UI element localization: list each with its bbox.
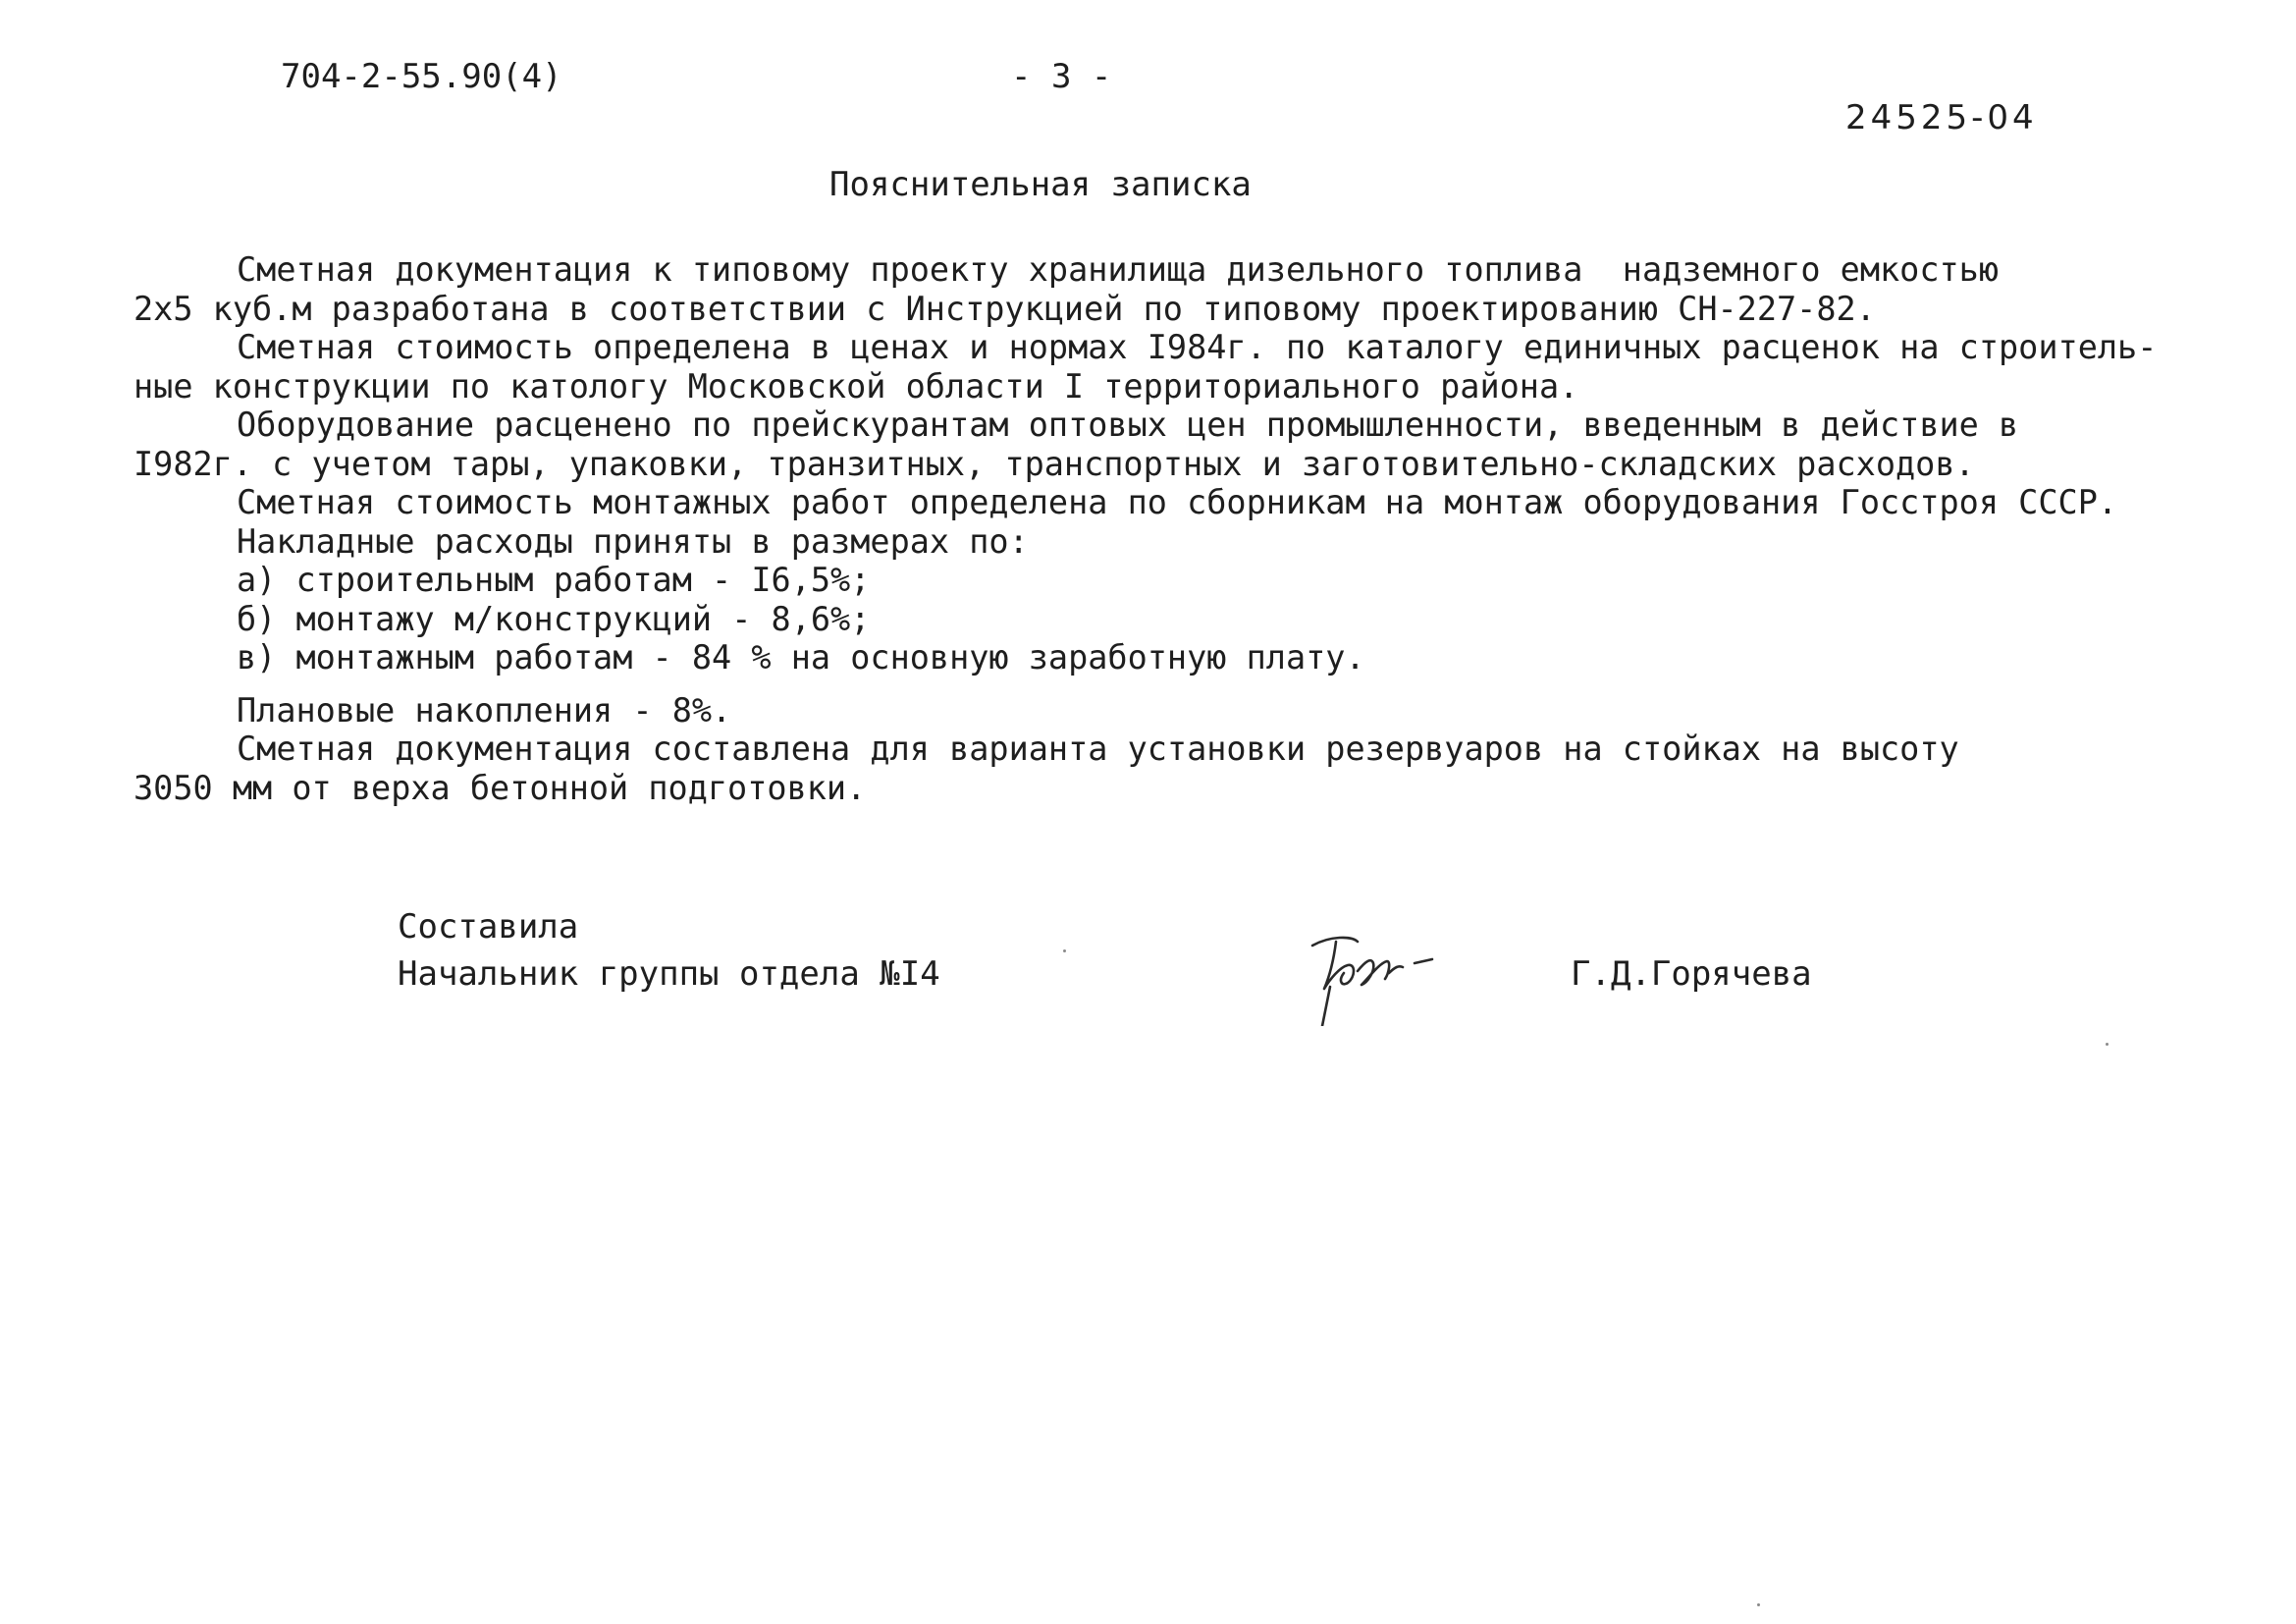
text-line: I982г. с учетом тары, упаковки, транзитных, транспортных и заготовительно-складских расходов.: [133, 444, 1975, 483]
text-line: Плановые накопления - 8%.: [237, 690, 732, 730]
text-line: Накладные расходы приняты в размерах по:: [237, 521, 1029, 561]
list-item: б) монтажу м/конструкций - 8,6%;: [237, 599, 871, 638]
text-line: ные конструкции по катологу Московской области I территориального района.: [133, 366, 1579, 406]
page-number: - 3 -: [1011, 57, 1112, 96]
text-line: 3050 мм от верха бетонной подготовки.: [133, 768, 867, 807]
scan-speck: [1063, 949, 1066, 952]
page-title: Пояснительная записка: [829, 165, 1252, 204]
signature-block: [398, 903, 940, 998]
document-code: 704-2-55.90(4): [281, 57, 562, 96]
text-line: Сметная документация к типовому проекту хранилища дизельного топлива надземного емкостью: [237, 250, 2000, 289]
signer-name: Г.Д.Горячева: [1571, 954, 1812, 994]
explanatory-note-body: [133, 250, 2215, 807]
text-line: 2х5 куб.м разработана в соответствии с Инструкцией по типовому проектированию СН-227-82.: [133, 289, 1876, 328]
list-item: в) монтажным работам - 84 % на основную заработную плату.: [237, 638, 1365, 677]
scan-speck: [2106, 1043, 2109, 1046]
paragraph-gap: [133, 677, 2215, 691]
list-item: а) строительным работам - I6,5%;: [237, 561, 871, 599]
inventory-number: 24525-04: [1845, 98, 2038, 137]
signer-position: Начальник группы отдела №I4: [398, 954, 940, 994]
text-line: Сметная документация составлена для варианта установки резервуаров на стойках на высоту: [237, 730, 1959, 768]
compiled-by-label: Составила: [398, 907, 579, 947]
handwritten-signature: [1301, 928, 1458, 1026]
scan-speck: [1757, 1603, 1760, 1606]
text-line: Оборудование расценено по прейскурантам оптовых цен промышленности, введенным в действие в: [237, 406, 2019, 444]
text-line: Сметная стоимость монтажных работ определена по сборникам на монтаж оборудования Госстроя СССР.: [237, 483, 2118, 521]
text-line: Сметная стоимость определена в ценах и нормах I984г. по каталогу единичных расценок на строитель-: [237, 328, 2158, 366]
